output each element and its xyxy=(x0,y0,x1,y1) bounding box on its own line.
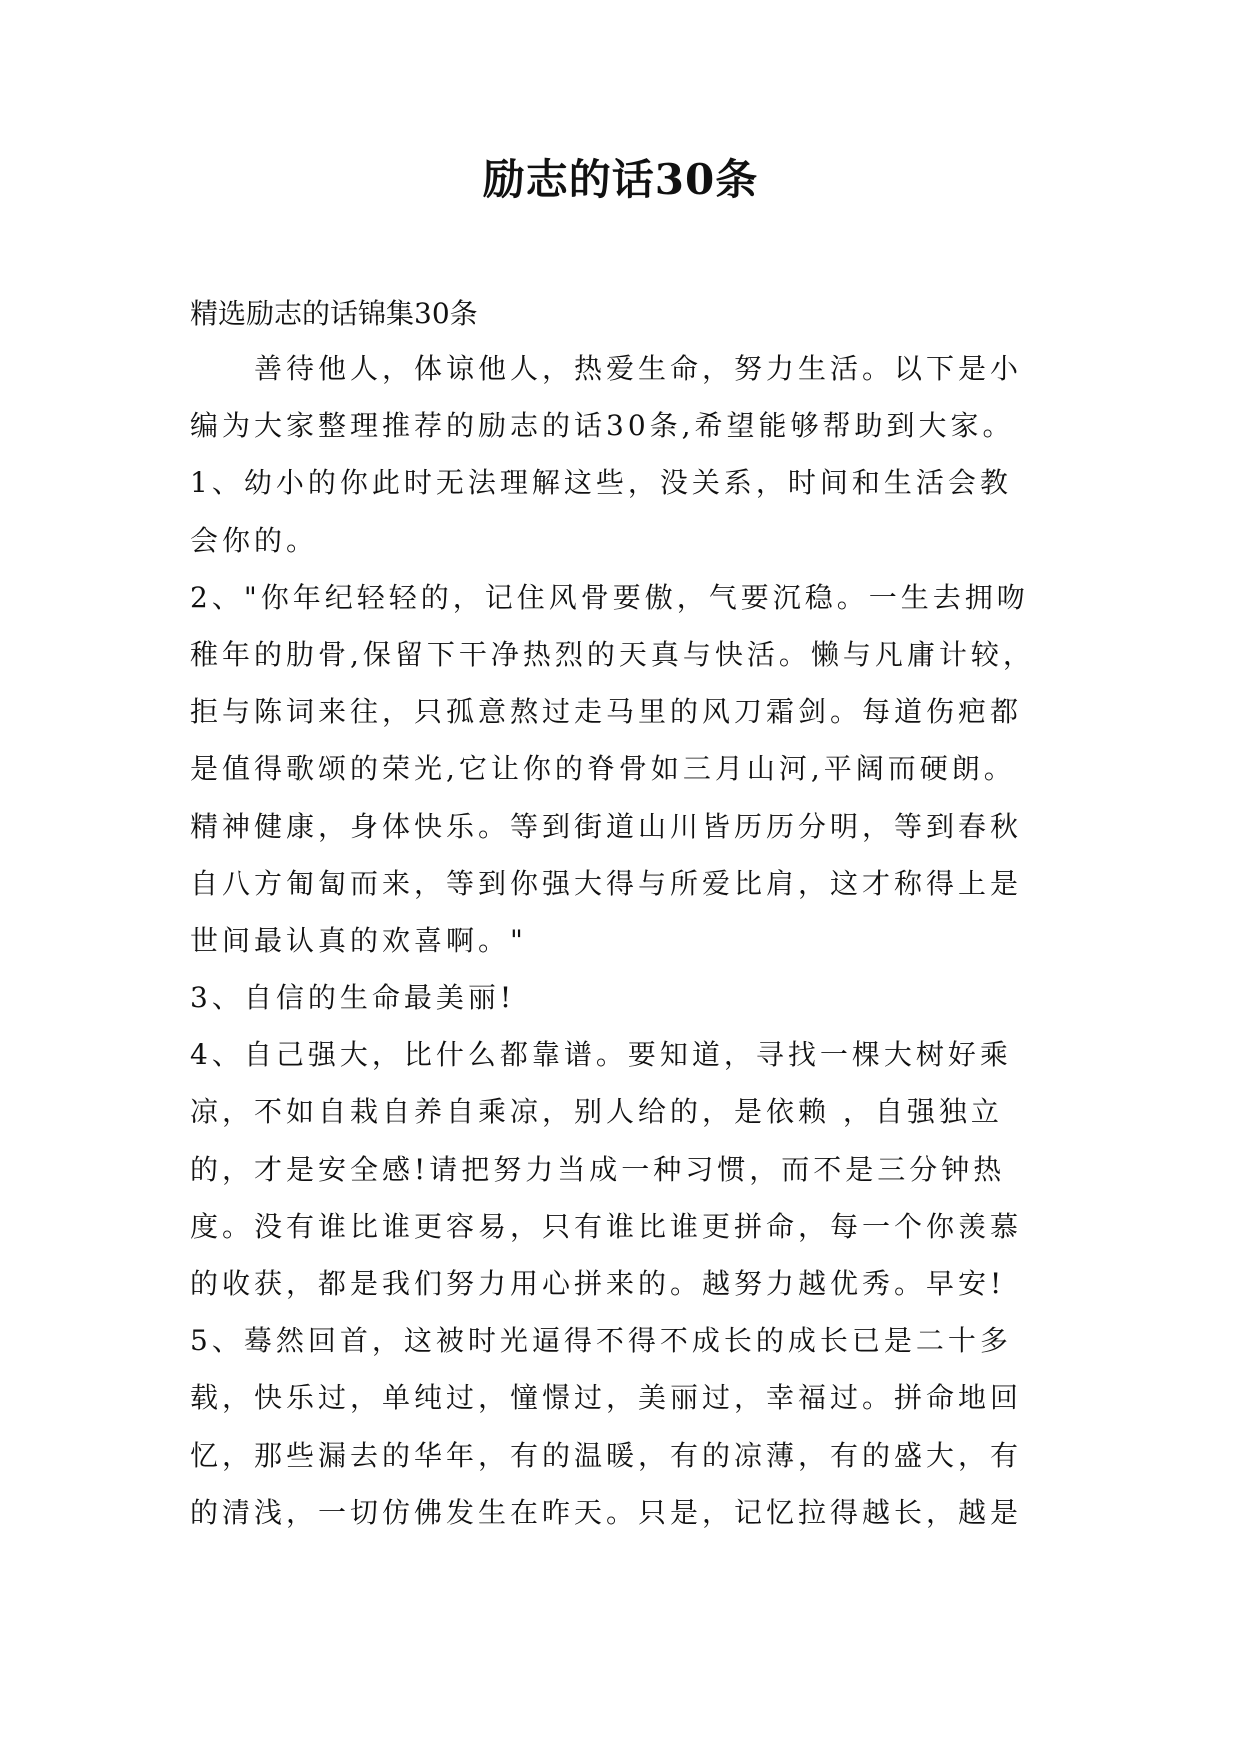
text-line: 5、蓦然回首，这被时光逼得不得不成长的成长已是二十多 xyxy=(190,1324,1012,1358)
text-line: 的清浅，一切仿佛发生在昨天。只是，记忆拉得越长，越是 xyxy=(190,1495,1023,1529)
text-line: 拒与陈词来往，只孤意熬过走马里的风刀霜剑。每道伤疤都 xyxy=(190,695,1023,729)
text-line: 稚年的肋骨,保留下干净热烈的天真与快活。懒与凡庸计较， xyxy=(190,637,1035,671)
text-line: 3、自信的生命最美丽! xyxy=(190,981,516,1015)
text-line: 精神健康，身体快乐。等到街道山川皆历历分明，等到春秋 xyxy=(190,809,1023,843)
text-line: 编为大家整理推荐的励志的话30条,希望能够帮助到大家。 xyxy=(190,409,1015,443)
document-subtitle: 精选励志的话锦集30条 xyxy=(190,297,478,330)
text-line: 世间最认真的欢喜啊。" xyxy=(190,923,527,957)
text-line: 凉，不如自栽自养自乘凉，别人给的，是依赖 ，自强独立 xyxy=(190,1095,1003,1129)
text-line: 善待他人，体谅他人，热爱生命，努力生活。以下是小 xyxy=(254,352,1023,385)
text-line: 度。没有谁比谁更容易，只有谁比谁更拼命，每一个你羡慕 xyxy=(190,1209,1023,1243)
text-line: 2、"你年纪轻轻的，记住风骨要傲，气要沉稳。一生去拥吻 xyxy=(190,580,1029,614)
page-title: 励志的话30条 xyxy=(482,155,759,204)
text-line: 的，才是安全感!请把努力当成一种习惯，而不是三分钟热 xyxy=(190,1152,1006,1186)
text-line: 自八方匍匐而来，等到你强大得与所爱比肩，这才称得上是 xyxy=(190,866,1023,900)
document-body xyxy=(190,349,1090,1550)
text-line: 的收获，都是我们努力用心拼来的。越努力越优秀。早安! xyxy=(190,1267,1006,1300)
text-line: 会你的。 xyxy=(190,523,319,557)
text-line: 是值得歌颂的荣光,它让你的脊骨如三月山河,平阔而硬朗。 xyxy=(190,752,1016,786)
text-line: 1、幼小的你此时无法理解这些，没关系，时间和生活会教 xyxy=(190,466,1012,500)
text-line: 忆，那些漏去的华年，有的温暖，有的凉薄，有的盛大，有 xyxy=(190,1438,1023,1472)
text-line: 4、自己强大，比什么都靠谱。要知道，寻找一棵大树好乘 xyxy=(190,1038,1012,1072)
text-line: 载，快乐过，单纯过，憧憬过，美丽过，幸福过。拼命地回 xyxy=(190,1381,1023,1415)
